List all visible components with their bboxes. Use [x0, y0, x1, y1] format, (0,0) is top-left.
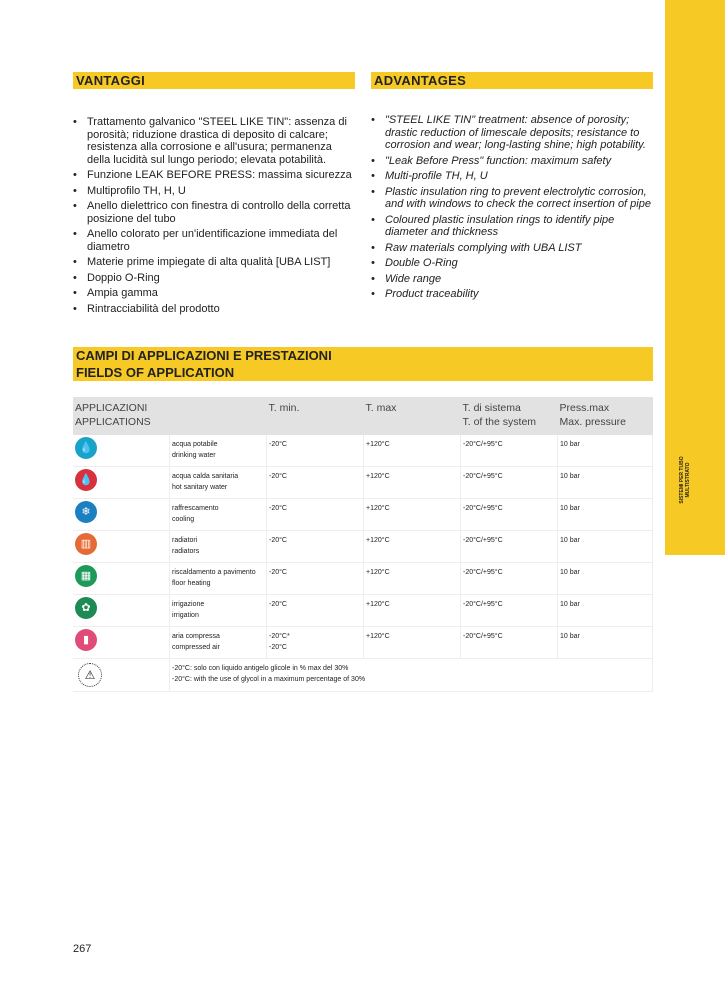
list-item: • Plastic insulation ring to prevent electrolytic corrosion, and with windows to check the correct insertion of pipe — [371, 186, 656, 211]
press-value: 10 bar — [558, 467, 653, 499]
header-applicazioni: APPLICAZIONI — [75, 402, 148, 414]
application-it: aria compressa — [172, 633, 220, 640]
application-en: cooling — [172, 516, 195, 523]
header-tsys-en: T. of the system — [462, 416, 537, 428]
list-item: • Product traceability — [371, 288, 656, 301]
warning-icon: ⚠ — [78, 663, 102, 687]
application-it: acqua calda sanitaria — [172, 473, 239, 480]
application-it: irrigazione — [172, 601, 205, 608]
tmin-value-2: -20°C — [269, 644, 287, 651]
press-value: 10 bar — [558, 499, 653, 531]
tsys-value: -20°C/+95°C — [461, 563, 558, 595]
tsys-value: -20°C/+95°C — [461, 435, 558, 467]
list-item: • "Leak Before Press" function: maximum safety — [371, 155, 656, 168]
note-en: -20°C: with the use of glycol in a maximum percentage of 30% — [172, 676, 366, 683]
hot-water-drop-icon: 💧 — [75, 469, 97, 491]
vantaggi-heading: VANTAGGI — [73, 72, 355, 89]
press-value: 10 bar — [558, 531, 653, 563]
application-en: floor heating — [172, 580, 211, 587]
table-row — [73, 467, 653, 499]
header-tmin: T. min. — [268, 402, 300, 414]
tmin-value: -20°C — [269, 441, 287, 448]
advantages-list — [371, 114, 656, 304]
application-it: riscaldamento a pavimento — [172, 569, 256, 576]
water-drop-icon: 💧 — [75, 437, 97, 459]
table-row — [73, 595, 653, 627]
compressed-air-icon: ▮ — [75, 629, 97, 651]
tsys-value: -20°C/+95°C — [461, 531, 558, 563]
application-en: radiators — [172, 548, 200, 555]
list-item: • Doppio O-Ring — [73, 272, 358, 285]
fields-heading-it: CAMPI DI APPLICAZIONI E PRESTAZIONI — [76, 348, 332, 363]
list-item: • Raw materials complying with UBA LIST — [371, 242, 656, 255]
list-item: • Funzione LEAK BEFORE PRESS: massima sicurezza — [73, 169, 358, 182]
application-en: hot sanitary water — [172, 484, 228, 491]
table-row — [73, 627, 653, 659]
note-it: -20°C: solo con liquido antigelo glicole in % max del 30% — [172, 665, 349, 672]
note-row — [73, 659, 653, 692]
list-item: • Anello dielettrico con finestra di controllo della corretta posizione del tubo — [73, 200, 358, 225]
list-item: • Rintracciabilità del prodotto — [73, 303, 358, 316]
vantaggi-list — [73, 116, 358, 318]
tsys-value: -20°C/+95°C — [461, 595, 558, 627]
radiator-icon: ▥ — [75, 533, 97, 555]
list-item: • Anello colorato per un'identificazione immediata del diametro — [73, 228, 358, 253]
press-value: 10 bar — [558, 627, 653, 659]
header-press: Press.max — [559, 402, 610, 414]
table-row — [73, 563, 653, 595]
tsys-value: -20°C/+95°C — [461, 467, 558, 499]
fields-heading — [73, 347, 653, 381]
floor-heating-icon: ▦ — [75, 565, 97, 587]
table-row — [73, 435, 653, 467]
list-item: • Materie prime impiegate di alta qualità [UBA LIST] — [73, 256, 358, 269]
tmin-value: -20°C* — [269, 633, 290, 640]
tmax-value: +120°C — [364, 499, 461, 531]
header-tsys: T. di sistema — [462, 402, 521, 414]
snowflake-icon: ❄ — [75, 501, 97, 523]
tmax-value: +120°C — [364, 595, 461, 627]
table-row — [73, 499, 653, 531]
tmin-value: -20°C — [269, 505, 287, 512]
list-item: • Double O-Ring — [371, 257, 656, 270]
tsys-value: -20°C/+95°C — [461, 499, 558, 531]
application-it: acqua potabile — [172, 441, 218, 448]
tmax-value: +120°C — [364, 467, 461, 499]
tmin-value: -20°C — [269, 537, 287, 544]
press-value: 10 bar — [558, 595, 653, 627]
tmax-value: +120°C — [364, 531, 461, 563]
tsys-value: -20°C/+95°C — [461, 627, 558, 659]
tmax-value: +120°C — [364, 627, 461, 659]
applications-table — [73, 397, 653, 692]
list-item: • Ampia gamma — [73, 287, 358, 300]
header-tmax: T. max — [365, 402, 397, 414]
tmin-value: -20°C — [269, 569, 287, 576]
press-value: 10 bar — [558, 435, 653, 467]
section-tab-label: SISTEMI PER TUBO MULTISTRATO — [679, 456, 691, 504]
tmin-value: -20°C — [269, 473, 287, 480]
application-it: radiatori — [172, 537, 198, 544]
header-applications: APPLICATIONS — [75, 416, 151, 428]
tmax-value: +120°C — [364, 435, 461, 467]
application-en: drinking water — [172, 452, 216, 459]
application-it: raffrescamento — [172, 505, 219, 512]
list-item: • Coloured plastic insulation rings to identify pipe diameter and thickness — [371, 214, 656, 239]
list-item: • "STEEL LIKE TIN" treatment: absence of porosity; drastic reduction of limescale deposits; resistance to corrosion and wear; long-lasting shine; high potability. — [371, 114, 656, 152]
application-en: compressed air — [172, 644, 220, 651]
list-item: • Multiprofilo TH, H, U — [73, 185, 358, 198]
list-item: • Multi-profile TH, H, U — [371, 170, 656, 183]
advantages-heading: ADVANTAGES — [371, 72, 653, 89]
irrigation-icon: ✿ — [75, 597, 97, 619]
section-tab — [665, 0, 725, 555]
press-value: 10 bar — [558, 563, 653, 595]
list-item: • Wide range — [371, 273, 656, 286]
list-item: • Trattamento galvanico "STEEL LIKE TIN": assenza di porosità; riduzione drastica di deposito di calcare; resistenza alla corrosione e all'usura; permanenza della lucidità sul lungo periodo; elevata potabilità. — [73, 116, 358, 166]
application-en: irrigation — [172, 612, 199, 619]
tmax-value: +120°C — [364, 563, 461, 595]
fields-heading-en: FIELDS OF APPLICATION — [76, 365, 235, 380]
tmin-value: -20°C — [269, 601, 287, 608]
header-press-en: Max. pressure — [559, 416, 627, 428]
table-row — [73, 531, 653, 563]
page-number: 267 — [73, 943, 92, 955]
